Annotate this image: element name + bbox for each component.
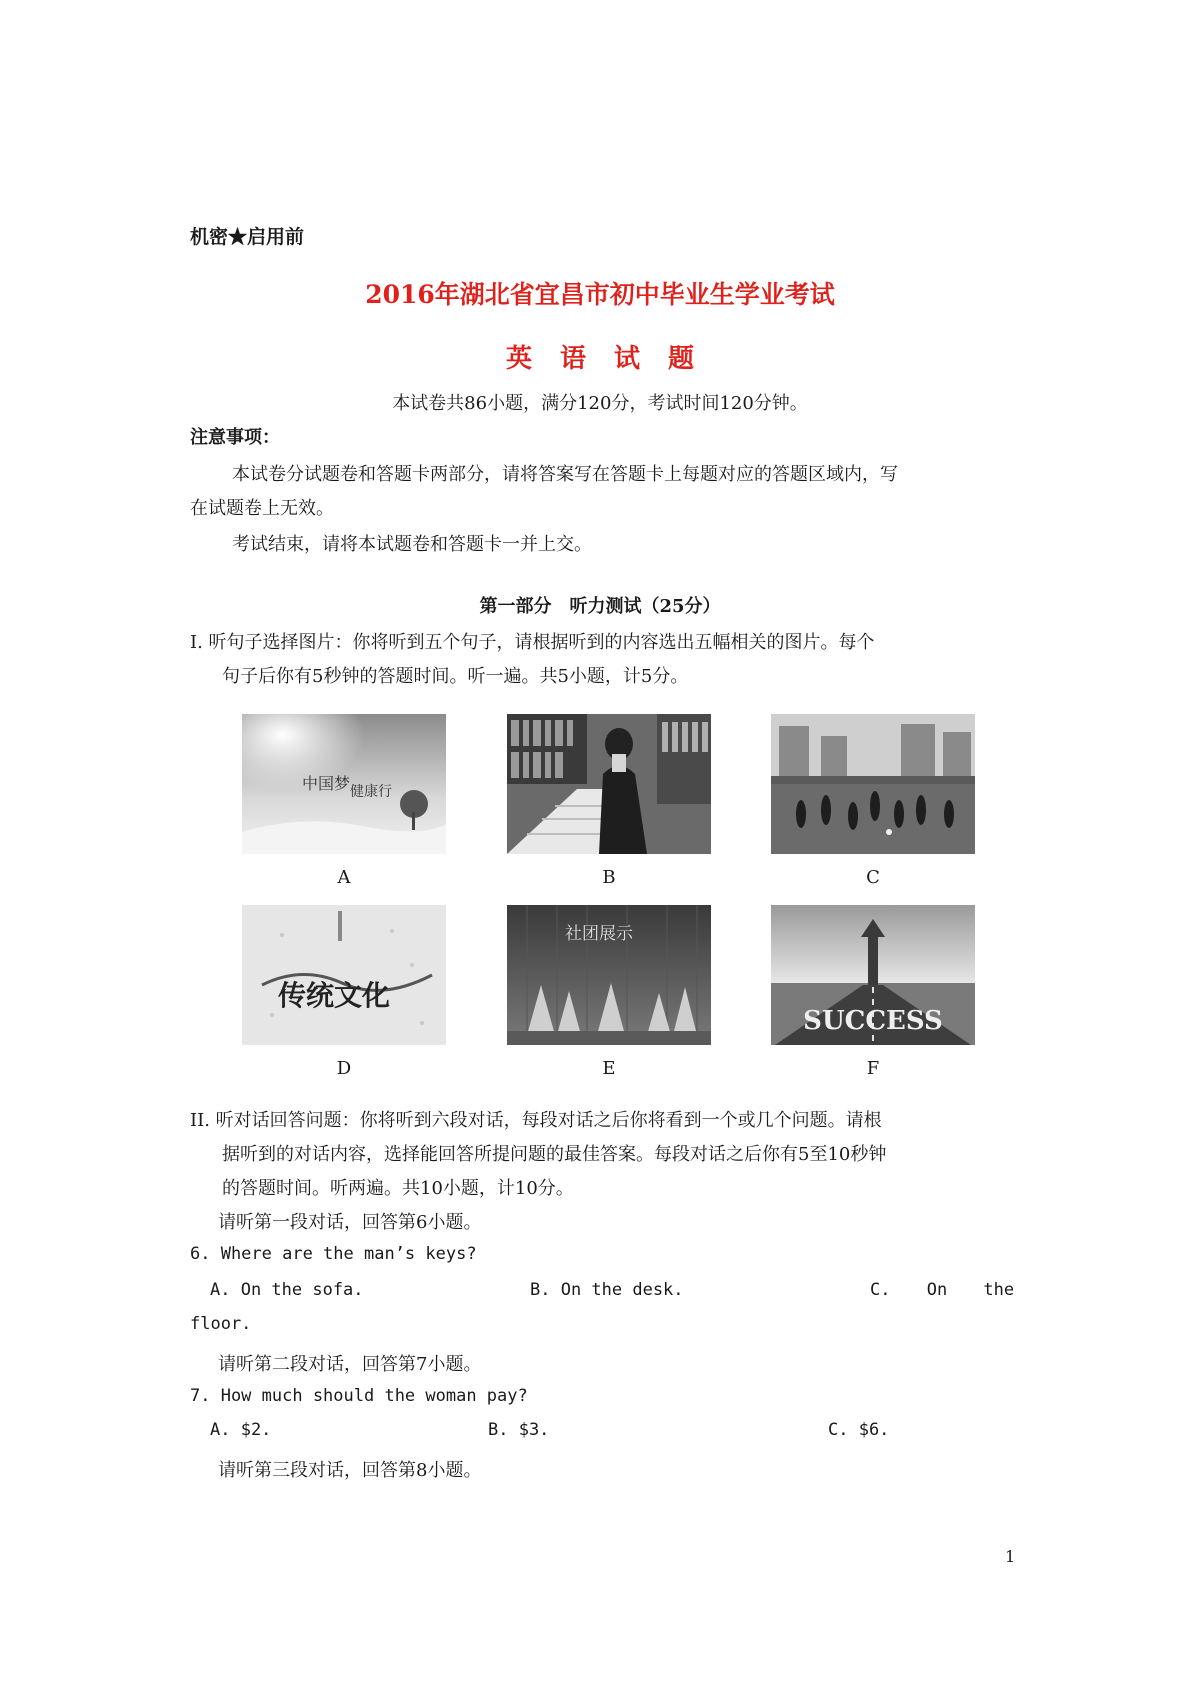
picture-e-text: 社团展示 [565,924,633,944]
exam-subtitle [0,338,1200,375]
picture-label-c: C [866,867,880,888]
q8-instruction: 请听第三段对话，回答第8小题。 [218,1460,482,1481]
q7-option-a: A. $2. [210,1420,272,1440]
confidential-label: 机密★启用前 [190,226,305,248]
notice-line: 本试卷分试题卷和答题卡两部分，请将答案写在答题卡上每题对应的答题区域内，写 [232,464,898,485]
picture-b [507,714,711,854]
notice-line: 考试结束，请将本试题卷和答题卡一并上交。 [232,534,592,555]
picture-d-text: 传统文化 [278,979,391,1012]
q6-instruction: 请听第一段对话，回答第6小题。 [218,1212,482,1233]
subtitle-char: 题 [668,344,695,374]
notice-heading: 注意事项： [190,427,280,448]
q6-option-b: B. On the desk. [530,1280,684,1300]
section1-instruction: Ⅰ. 听句子选择图片：你将听到五个句子，请根据听到的内容选出五幅相关的图片。每个 [190,632,875,653]
picture-a-text2: 健康行 [350,784,392,800]
notice-line: 在试题卷上无效。 [190,498,334,519]
section2-instruction: II. 听对话回答问题：你将听到六段对话，每段对话之后你将看到一个或几个问题。请根 [190,1110,882,1131]
picture-f-text: SUCCESS [803,1006,943,1036]
section1-instruction: 句子后你有5秒钟的答题时间。听一遍。共5小题，计5分。 [222,666,689,687]
exam-info: 本试卷共86小题，满分120分，考试时间120分钟。 [392,393,808,414]
picture-d [242,905,446,1045]
picture-f [771,905,975,1045]
q6-option-c-continued: floor. [190,1314,252,1334]
subtitle-char: 英 [505,344,532,374]
section2-instruction: 的答题时间。听两遍。共10小题，计10分。 [222,1178,574,1199]
picture-label-b: B [602,867,616,888]
q7-option-b: B. $3. [488,1420,550,1440]
q6-option-c: C. On the [870,1280,1015,1300]
part1-heading: 第一部分 听力测试（25分） [479,596,721,617]
q6-question: 6. Where are the man’s keys? [190,1244,477,1264]
subtitle-char: 试 [614,344,641,374]
q7-instruction: 请听第二段对话，回答第7小题。 [218,1354,482,1375]
page-number: 1 [1005,1547,1016,1566]
picture-c [771,714,975,854]
section2-instruction: 据听到的对话内容，选择能回答所提问题的最佳答案。每段对话之后你有5至10秒钟 [222,1144,887,1165]
q6-option-a: A. On the sofa. [210,1280,364,1300]
q7-option-c: C. $6. [828,1420,890,1440]
picture-label-a: A [337,867,351,888]
picture-a [242,714,446,854]
picture-label-f: F [866,1058,880,1079]
q7-question: 7. How much should the woman pay? [190,1386,528,1406]
exam-title: 2016年湖北省宜昌市初中毕业生学业考试 [365,280,835,309]
subtitle-char: 语 [559,344,586,374]
picture-label-d: D [336,1058,352,1079]
picture-e [507,905,711,1045]
picture-a-text1: 中国梦 [302,774,351,793]
picture-label-e: E [602,1058,616,1079]
